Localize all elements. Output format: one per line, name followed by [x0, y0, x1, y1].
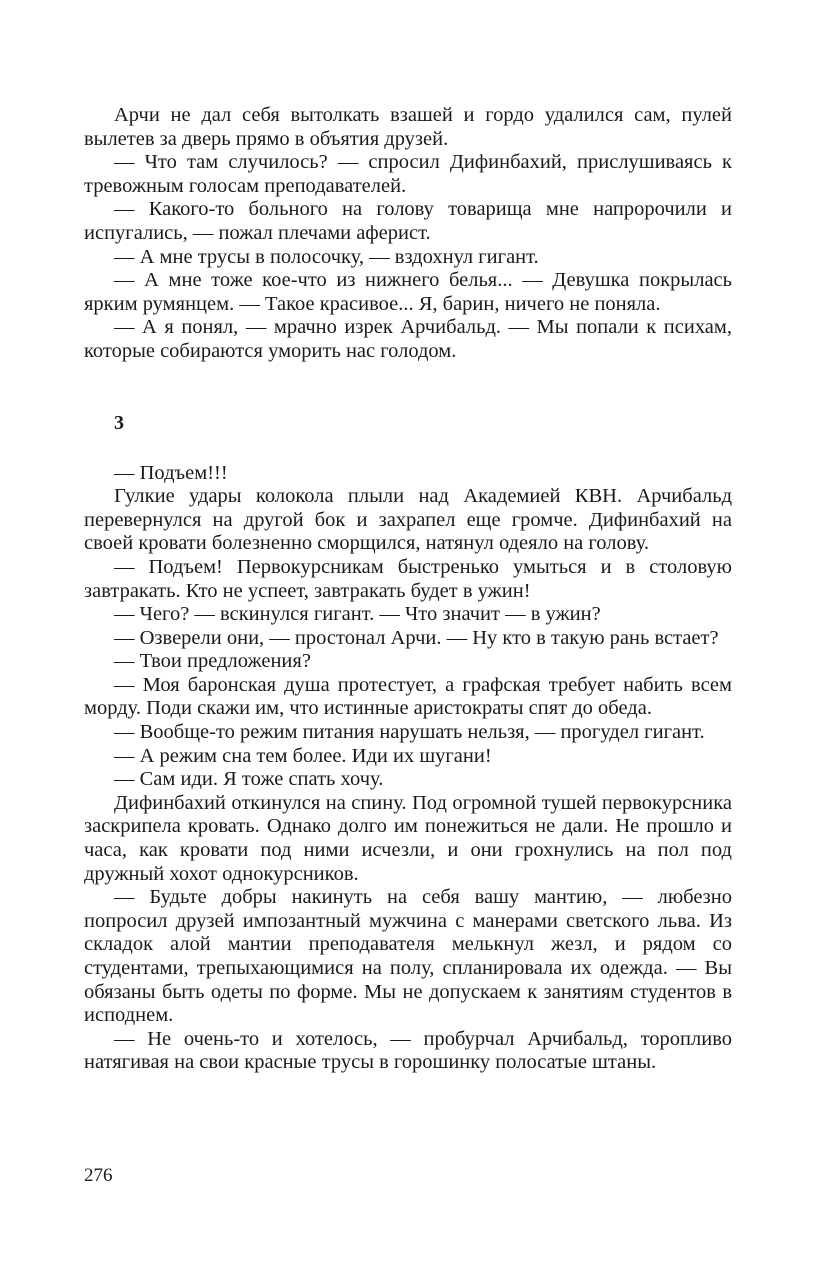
- paragraph: — А режим сна тем более. Иди их шугани!: [114, 744, 492, 767]
- chapter-spacer: [84, 435, 732, 462]
- page-number: 276: [84, 1165, 113, 1186]
- chapter-spacer: [84, 364, 732, 411]
- paragraph: — Вообще-то режим питания нарушать нельзя, — прогудел гигант.: [114, 721, 705, 744]
- paragraph: Арчи не дал себя вытолкать взашей и гордо удалился сам, пулей вылетев за дверь прямо в объятия друзей.: [84, 104, 732, 150]
- paragraph: Гулкие удары колокола плыли над Академией КВН. Арчибальд перевернулся на другой бок и захрапел еще громче. Дифинбахий на своей кровати болезненно сморщился, натянул одеяло на голову.: [84, 485, 732, 555]
- paragraph: — Сам иди. Я тоже спать хочу.: [114, 768, 384, 791]
- book-page: [84, 104, 732, 1075]
- paragraph: — А я понял, — мрачно изрек Арчибальд. — Мы попали к психам, которые собираются уморить нас голодом.: [84, 316, 732, 362]
- paragraph: — Подъем!!!: [114, 461, 228, 484]
- paragraph: — Подъем! Первокурсникам быстренько умыться и в столовую завтракать. Кто не успеет, завтракать будет в ужин!: [84, 555, 732, 602]
- paragraph: — А мне тоже кое-что из нижнего белья... — Девушка покрылась ярким румянцем. — Такое красивое... Я, барин, ничего не поняла.: [84, 269, 732, 315]
- paragraph: — Твои предложения?: [114, 650, 311, 673]
- paragraph: — А мне трусы в полосочку, — вздохнул гигант.: [114, 245, 539, 268]
- paragraph: — Что там случилось? — спросил Дифинбахий, прислушиваясь к тревожным голосам преподавателей.: [84, 151, 732, 197]
- paragraph: Дифинбахий откинулся на спину. Под огромной тушей первокурсника заскрипела кровать. Однако долго им понежиться не дали. Не прошло и часа, как кровати под ними исчезли, и они грохнулись на пол под дружный хохот однокурсников.: [84, 791, 732, 885]
- section-one: [84, 104, 732, 364]
- paragraph: — Будьте добры накинуть на себя вашу мантию, — любезно попросил друзей импозантный мужчина с манерами светского льва. Из складок алой мантии преподавателя мелькнул жезл, и рядом со студентами, трепыхающимися на полу, спланировала их одежда. — Вы обязаны быть одеты по форме. Мы не допускаем к занятиям студентов в исподнем.: [84, 886, 732, 1027]
- paragraph: — Какого-то больного на голову товарища мне напророчили и испугались, — пожал плечами аферист.: [84, 198, 732, 244]
- paragraph: — Моя баронская душа протестует, а графская требует набить всем морду. Поди скажи им, что истинные аристократы спят до обеда.: [84, 673, 732, 720]
- paragraph: — Чего? — вскинулся гигант. — Что значит — в ужин?: [114, 603, 601, 626]
- paragraph: — Не очень-то и хотелось, — пробурчал Арчибальд, торопливо натягивая на свои красные трусы в горошинку полосатые штаны.: [84, 1027, 732, 1074]
- paragraph: — Озверели они, — простонал Арчи. — Ну кто в такую рань встает?: [114, 626, 719, 649]
- chapter-number: 3: [114, 411, 124, 434]
- section-two: [84, 462, 732, 1075]
